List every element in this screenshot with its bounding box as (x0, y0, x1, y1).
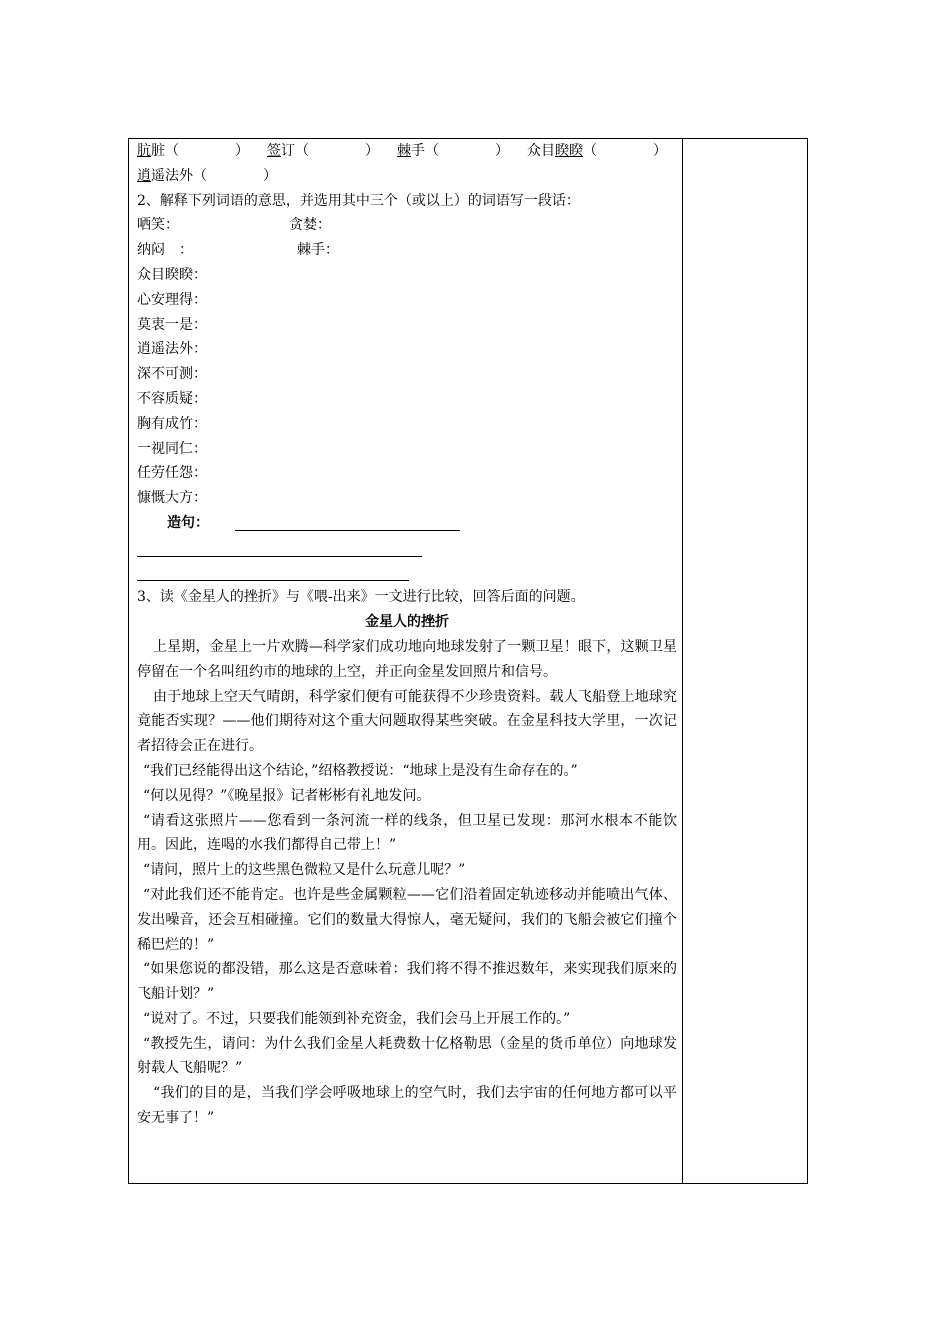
story-paragraph: “对此我们还不能肯定。也许是些金属颗粒——它们沿着固定轨迹移动并能喷出气体、发出噪音，还会互相碰撞。它们的数量大得惊人，毫无疑问，我们的飞船会被它们撞个稀巴烂的！” (137, 886, 677, 953)
q1-word-5-char: 逍 (137, 167, 151, 184)
q1-word-4-rest: 众目 (527, 143, 555, 159)
q1-blank-2: （ ） (295, 143, 379, 159)
q1-word-5-rest: 遥法外 (151, 167, 193, 184)
q2-sentence-row (137, 511, 677, 536)
q1-word-row-1 (137, 139, 677, 164)
worksheet-table (128, 138, 808, 1184)
q2-term-shenxiao: 哂笑： (137, 217, 179, 234)
q1-word-3-char: 棘 (397, 143, 411, 159)
q1-word-row-2 (137, 164, 677, 189)
q2-term-row-1 (137, 213, 677, 238)
q2-term: 一视同仁： (137, 440, 207, 457)
q2-term: 胸有成竹： (137, 415, 207, 432)
q1-word-1-char: 肮 (137, 143, 151, 159)
story-paragraph: “我们的目的是，当我们学会呼吸地球上的空气时，我们去宇宙的任何地方都可以平安无事了！” (137, 1085, 677, 1127)
q2-term: 莫衷一是： (137, 316, 207, 333)
column-divider (682, 139, 683, 1183)
q1-blank-5: （ ） (193, 167, 277, 184)
content-column (137, 139, 677, 1131)
q3-title: 3、读《金星人的挫折》与《喂-出来》一文进行比较，回答后面的问题。 (137, 589, 585, 606)
q1-word-3-rest: 手 (411, 143, 425, 159)
q1-word-4-char: 睽睽 (555, 143, 583, 159)
q2-term: 众目睽睽： (137, 266, 207, 283)
story-paragraph: “何以见得？”《晚星报》记者彬彬有礼地发问。 (143, 787, 431, 804)
q1-word-2-char: 签 (267, 143, 281, 159)
q2-term: 心安理得： (137, 291, 207, 308)
story-paragraph: “说对了。不过，只要我们能领到补充资金，我们会马上开展工作的。” (143, 1010, 571, 1027)
story-paragraph: “请问，照片上的这些黑色微粒又是什么玩意儿呢？” (143, 862, 466, 879)
q1-word-2-rest: 订 (281, 143, 295, 159)
q2-term: 不容质疑： (137, 390, 207, 407)
q2-sentence-label: 造句： (167, 514, 209, 531)
story-paragraph: 上星期，金星上一片欢腾—科学家们成功地向地球发射了一颗卫星！眼下，这颗卫星停留在一个名叫纽约市的地球的上空，并正向金星发回照片和信号。 (137, 638, 677, 680)
q2-term: 深不可测： (137, 366, 207, 383)
q2-term: 逍遥法外： (137, 341, 207, 358)
q2-term-jishou: 棘手： (297, 242, 339, 259)
q2-term: 慷慨大方： (137, 490, 207, 507)
story-paragraph: “如果您说的都没错，那么这是否意味着：我们将不得不推迟数年，来实现我们原来的飞船计划？” (137, 961, 677, 1003)
q1-word-1-rest: 脏 (151, 143, 165, 159)
story-paragraph: “我们已经能得出这个结论，”绍格教授说：“地球上是没有生命存在的。” (143, 762, 578, 779)
q2-term-namen: 纳闷 ： (137, 242, 193, 259)
q2-term-tanlan: 贪婪： (289, 217, 331, 234)
story-paragraph: 由于地球上空天气晴朗，科学家们便有可能获得不少珍贵资料。载人飞船登上地球究竟能否实现？——他们期待对这个重大问题取得某些突破。在金星科技大学里，一次记者招待会正在进行。 (137, 688, 677, 755)
q2-term: 任劳任怨： (137, 465, 207, 482)
story-paragraph: “请看这张照片——您看到一条河流一样的线条，但卫星已发现：那河水根本不能饮用。因此，连喝的水我们都得自己带上！” (137, 812, 677, 854)
q2-title: 2、解释下列词语的意思，并选用其中三个（或以上）的词语写一段话： (137, 192, 580, 209)
answer-line[interactable] (137, 561, 677, 586)
story-title: 金星人的挫折 (365, 614, 449, 631)
sentence-answer-line[interactable] (235, 512, 460, 531)
q2-term-row-2 (137, 238, 677, 263)
q1-blank-3: （ ） (425, 143, 509, 159)
story-paragraph: “教授先生，请问：为什么我们金星人耗费数十亿格勒思（金星的货币单位）向地球发射载人飞船呢？” (137, 1035, 677, 1077)
q1-blank-1: （ ） (165, 143, 249, 159)
q1-blank-4: （ ） (583, 143, 667, 159)
answer-line[interactable] (137, 536, 677, 561)
